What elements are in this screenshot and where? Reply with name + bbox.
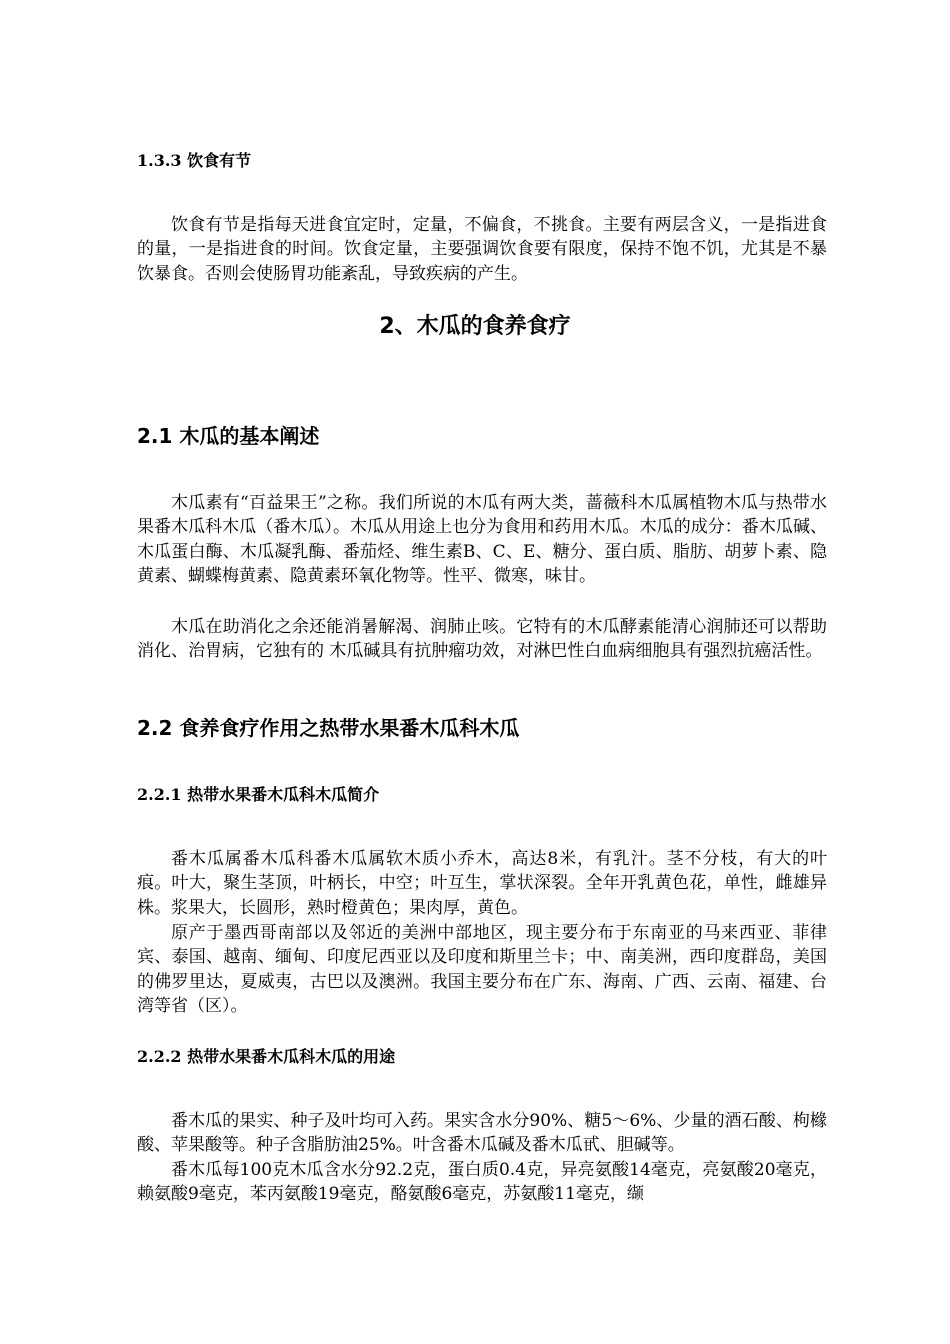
heading-2-2: 2.2 食养食疗作用之热带水果番木瓜科木瓜 <box>137 716 520 740</box>
paragraph-papaya-distribution: 原产于墨西哥南部以及邻近的美洲中部地区，现主要分布于东南亚的马来西亚、菲律宾、泰国、越南、缅甸、印度尼西亚以及印度和斯里兰卡；中、南美洲，西印度群岛，美国的佛罗里达，夏威夷，古巴以及澳洲。我国主要分布在广东、海南、广西、云南、福建、台湾等省（区）。 <box>137 923 827 1016</box>
paragraph-papaya-basic: 木瓜素有“百益果王”之称。我们所说的木瓜有两大类，蔷薇科木瓜属植物木瓜与热带水果番木瓜科木瓜（番木瓜）。木瓜从用途上也分为食用和药用木瓜。木瓜的成分：番木瓜碱、木瓜蛋白酶、木瓜凝乳酶、番茄烃、维生素B、C、E、糖分、蛋白质、脂肪、胡萝卜素、隐黄素、蝴蝶梅黄素、隐黄素环氧化物等。性平、微寒，味甘。 <box>137 493 827 586</box>
paragraph-papaya-benefits: 木瓜在助消化之余还能消暑解渴、润肺止咳。它特有的木瓜酵素能清心润肺还可以帮助消化、治胃病，它独有的 木瓜碱具有抗肿瘤功效，对淋巴性白血病细胞具有强烈抗癌活性。 <box>137 617 827 662</box>
heading-2-2-2: 2.2.2 热带水果番木瓜科木瓜的用途 <box>137 1047 396 1066</box>
heading-1-3-3: 1.3.3 饮食有节 <box>137 151 252 170</box>
paragraph-papaya-description: 番木瓜属番木瓜科番木瓜属软木质小乔木，高达8米，有乳汁。茎不分枝，有大的叶痕。叶大，聚生茎顶，叶柄长，中空；叶互生，掌状深裂。全年开乳黄色花，单性，雌雄异株。浆果大，长圆形，熟时橙黄色；果肉厚，黄色。 <box>137 849 827 918</box>
chapter-title-2: 2、木瓜的食养食疗 <box>379 314 571 339</box>
heading-2-2-1: 2.2.1 热带水果番木瓜科木瓜简介 <box>137 785 380 804</box>
paragraph-papaya-nutrition: 番木瓜每100克木瓜含水分92.2克，蛋白质0.4克，异亮氨酸14毫克，亮氨酸20毫克，赖氨酸9毫克，苯丙氨酸19毫克，酪氨酸6毫克，苏氨酸11毫克，缬 <box>137 1160 827 1205</box>
heading-2-1: 2.1 木瓜的基本阐述 <box>137 424 320 448</box>
paragraph-diet-moderation: 饮食有节是指每天进食宜定时，定量，不偏食，不挑食。主要有两层含义，一是指进食的量，一是指进食的时间。饮食定量，主要强调饮食要有限度，保持不饱不饥，尤其是不暴饮暴食。否则会使肠胃功能紊乱，导致疾病的产生。 <box>137 215 827 284</box>
paragraph-papaya-uses: 番木瓜的果实、种子及叶均可入药。果实含水分90%、糖5～6%、少量的酒石酸、枸橼酸、苹果酸等。种子含脂肪油25%。叶含番木瓜碱及番木瓜甙、胆碱等。 <box>137 1111 827 1156</box>
